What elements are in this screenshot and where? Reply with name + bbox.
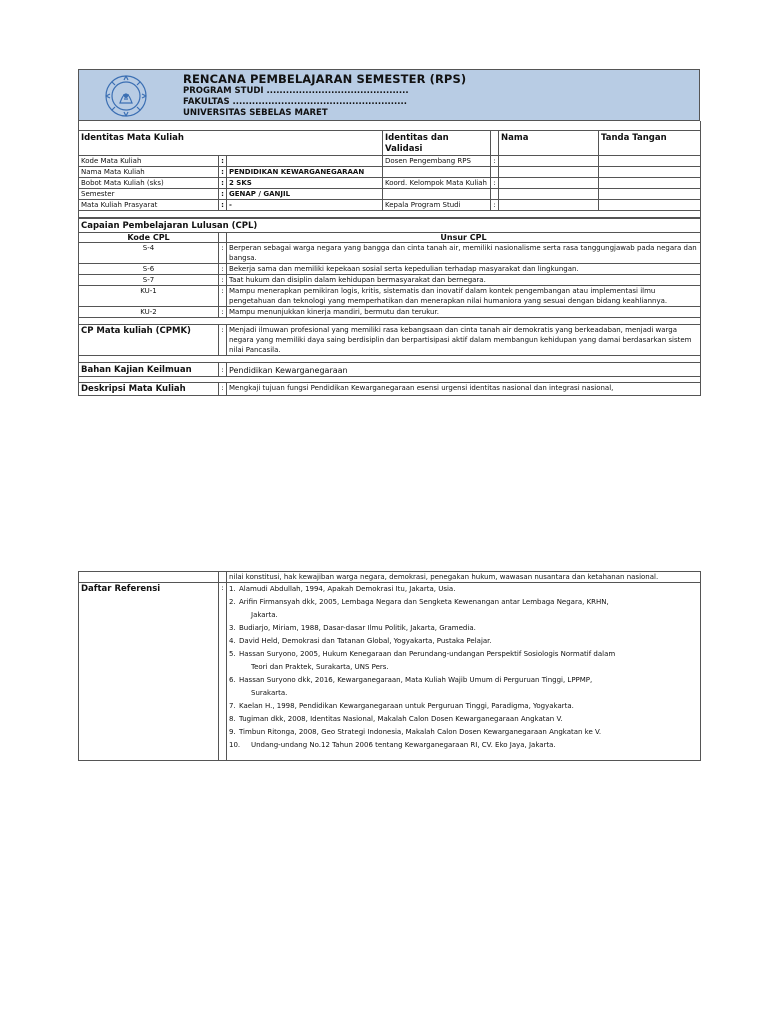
deskripsi-text: Mengkaji tujuan fungsi Pendidikan Kewarganegaraan esensi urgensi identitas nasional dan integrasi nasional, (227, 382, 701, 395)
cpl-kode: KU-1 (79, 285, 219, 306)
cpl-unsur: Bekerja sama dan memiliki kepekaan sosial serta kepedulian terhadap masyarakat dan lingkungan. (227, 263, 701, 274)
unsur-cpl-heading: Unsur CPL (227, 232, 701, 242)
deskripsi-label: Deskripsi Mata Kuliah (79, 382, 219, 395)
row-value: 2 SKS (227, 177, 383, 188)
row-label: Semester (79, 188, 219, 199)
list-item: 4. David Held, Demokrasi dan Tatanan Global, Yogyakarta, Pustaka Pelajar. (229, 637, 492, 645)
row-value: PENDIDIKAN KEWARGANEGARAAN (227, 166, 383, 177)
kode-cpl-heading: Kode CPL (79, 232, 219, 242)
cpl-unsur: Berperan sebagai warga negara yang bangga dan cinta tanah air, memiliki nasionalisme serta rasa tanggungjawab pada negara dan bangsa. (227, 242, 701, 263)
list-item: 8. Tugiman dkk, 2008, Identitas Nasional, Makalah Calon Dosen Kewarganegaraan Angkatan V. (229, 715, 563, 723)
cpmk-label: CP Mata kuliah (CPMK) (79, 324, 219, 355)
cpl-kode: S-4 (79, 242, 219, 263)
cpl-kode: S-7 (79, 274, 219, 285)
universitas-line: UNIVERSITAS SEBELAS MARET (183, 108, 328, 118)
row-value (227, 155, 383, 166)
tanda-tangan-heading: Tanda Tangan (599, 130, 701, 155)
row-value: GENAP / GANJIL (227, 188, 383, 199)
row-label: Mata Kuliah Prasyarat (79, 199, 219, 210)
list-item: 2. Arifin Firmansyah dkk, 2005, Lembaga Negara dan Sengketa Kewenangan antar Lembaga Negara, KRHN, Jakarta. (229, 598, 609, 619)
deskripsi-text-continued: nilai konstitusi, hak kewajiban warga negara, demokrasi, penegakan hukum, wawasan nusantara dan ketahanan nasional. (227, 572, 701, 583)
validasi-label: Dosen Pengembang RPS (383, 155, 491, 166)
list-item: 6. Hassan Suryono dkk, 2016, Kewarganegaraan, Mata Kuliah Wajib Umum di Perguruan Tinggi, LPPMP, Surakarta. (229, 676, 593, 697)
validasi-label: Kepala Program Studi (383, 199, 491, 210)
bahan-kajian-text: Pendidikan Kewarganegaraan (227, 362, 701, 376)
row-label: Nama Mata Kuliah (79, 166, 219, 177)
list-item: 1. Alamudi Abdullah, 1994, Apakah Demokrasi Itu, Jakarta, Usia. (229, 585, 456, 593)
row-value: - (227, 199, 383, 210)
cpmk-text: Menjadi ilmuwan profesional yang memiliki rasa kebangsaan dan cinta tanah air demokratis yang berkeadaban, menjadi warga negara yang memiliki daya saing berdisiplin dan berpartisipasi aktif dalam membangun kehidupan yang damai berdasarkan sistem nilai Pancasila. (227, 324, 701, 355)
document-title: RENCANA PEMBELAJARAN SEMESTER (RPS) (183, 72, 467, 86)
cpl-kode: S-6 (79, 263, 219, 274)
list-item: 10. Undang-undang No.12 Tahun 2006 tentang Kewarganegaraan RI, CV. Eko Jaya, Jakarta. (229, 741, 556, 749)
program-studi-line: PROGRAM STUDI ............................................ (183, 86, 409, 96)
list-item: 5. Hassan Suryono, 2005, Hukum Kenegaraan dan Perundang-undangan Perspektif Sosiologis Normatif dalam Teori dan Praktek, Surakarta, UNS Pers. (229, 650, 616, 671)
cpl-unsur: Mampu menerapkan pemikiran logis, kritis, sistematis dan inovatif dalam kontek pengembangan atau implementasi ilmu pengetahuan dan teknologi yang memperhatikan dan menerapkan nilai humaniora yang sesuai dengan bidang keahliannya. (227, 285, 701, 306)
rps-table-part-1: Identitas Mata Kuliah Identitas dan Validasi Nama Tanda Tangan Kode Mata Kuliah : Dosen Pengembang RPS : Nama Mata Kuliah : PENDIDIKAN KEWARGANEGARAAN Bobot Mata Kuliah (sks) : 2 SKS Koord. Kelompok Mata Kuliah : Semester : GENAP / GANJIL Mata Kuliah Prasyarat : - Kepala Program Studi : Capaian Pembelajaran Lulusan (CPL) Kode CPL Unsur CPL S-4 : Berperan sebagai warga negara yang bangga dan cinta tanah air, memiliki nasionalisme serta rasa tanggungjawab pada negara dan bangsa. S-6 : Bekerja sama dan memiliki kepekaan sosial serta kepedulian terhadap masyarakat dan lingkungan. S-7 : Taat hukum dan disiplin dalam kehidupan bermasyarakat dan bernegara. KU-1 : Mampu menerapkan pemikiran logis, kritis, sistematis dan inovatif dalam kontek pengembangan atau implementasi ilmu pengetahuan dan teknologi yang memperhatikan dan menerapkan nilai humaniora yang sesuai dengan bidang keahliannya. KU-2 : Mampu menunjukkan kinerja mandiri, bermutu dan terukur. CP Mata kuliah (CPMK) : Menjadi ilmuwan profesional yang memiliki rasa kebangsaan dan cinta tanah air demokratis yang berkeadaban, menjadi warga negara yang memiliki daya saing berdisiplin dan berpartisipasi aktif dalam membangun kehidupan yang damai berdasarkan sistem nilai Pancasila. Bahan Kajian Keilmuan : Pendidikan Kewarganegaraan Deskripsi Mata Kuliah : Mengkaji tujuan fungsi Pendidikan Kewarganegaraan esensi urgensi identitas nasional dan integrasi nasional, (78, 121, 700, 396)
row-label: Bobot Mata Kuliah (sks) (79, 177, 219, 188)
bahan-kajian-label: Bahan Kajian Keilmuan (79, 362, 219, 376)
cpl-kode: KU-2 (79, 306, 219, 317)
identitas-heading: Identitas Mata Kuliah (79, 130, 383, 155)
cpl-unsur: Mampu menunjukkan kinerja mandiri, bermutu dan terukur. (227, 306, 701, 317)
list-item: 9. Timbun Ritonga, 2008, Geo Strategi Indonesia, Makalah Calon Dosen Kewarganegaraan Angkatan ke V. (229, 728, 602, 736)
university-logo-icon (103, 73, 149, 119)
fakultas-line: FAKULTAS ...................................................... (183, 97, 407, 107)
nama-heading: Nama (499, 130, 599, 155)
list-item: 3. Budiarjo, Miriam, 1988, Dasar-dasar Ilmu Politik, Jakarta, Gramedia. (229, 624, 476, 632)
list-item: 7. Kaelan H., 1998, Pendidikan Kewarganegaraan untuk Perguruan Tinggi, Paradigma, Yogyakarta. (229, 702, 574, 710)
cpl-heading: Capaian Pembelajaran Lulusan (CPL) (79, 218, 701, 232)
cpl-unsur: Taat hukum dan disiplin dalam kehidupan bermasyarakat dan bernegara. (227, 274, 701, 285)
validasi-heading: Identitas dan Validasi (383, 130, 491, 155)
row-label: Kode Mata Kuliah (79, 155, 219, 166)
validasi-label: Koord. Kelompok Mata Kuliah (383, 177, 491, 188)
referensi-list (227, 583, 701, 761)
referensi-label: Daftar Referensi (79, 583, 219, 761)
document-header (78, 69, 700, 121)
rps-table-part-2: nilai konstitusi, hak kewajiban warga negara, demokrasi, penegakan hukum, wawasan nusantara dan ketahanan nasional. Daftar Referensi : 1. Alamudi Abdullah, 1994, Apakah Demokrasi Itu, Jakarta, Usia. 2. Arifin Firmansyah dkk, 2005, Lembaga Negara dan Sengketa Kewenangan antar Lembaga Negara, KRHN, Jakarta. 3. Budiarjo, Miriam, 1988, Dasar-dasar Ilmu Politik, Jakarta, Gramedia. 4. David Held, Demokrasi dan Tatanan Global, Yogyakarta, Pustaka Pelajar. 5. Hassan Suryono, 2005, Hukum Kenegaraan dan Perundang-undangan Perspektif Sosiologis Normatif dalam Teori dan Praktek, Surakarta, UNS Pers. 6. Hassan Suryono dkk, 2016, Kewarganegaraan, Mata Kuliah Wajib Umum di Perguruan Tinggi, LPPMP, Surakarta. 7. Kaelan H., 1998, Pendidikan Kewarganegaraan untuk Perguruan Tinggi, Paradigma, Yogyakarta. 8. Tugiman dkk, 2008, Identitas Nasional, Makalah Calon Dosen Kewarganegaraan Angkatan V. 9. Timbun Ritonga, 2008, Geo Strategi Indonesia, Makalah Calon Dosen Kewarganegaraan Angkatan ke V. 10. Undang-undang No.12 Tahun 2006 tentang Kewarganegaraan RI, CV. Eko Jaya, Jakarta. (78, 571, 700, 761)
